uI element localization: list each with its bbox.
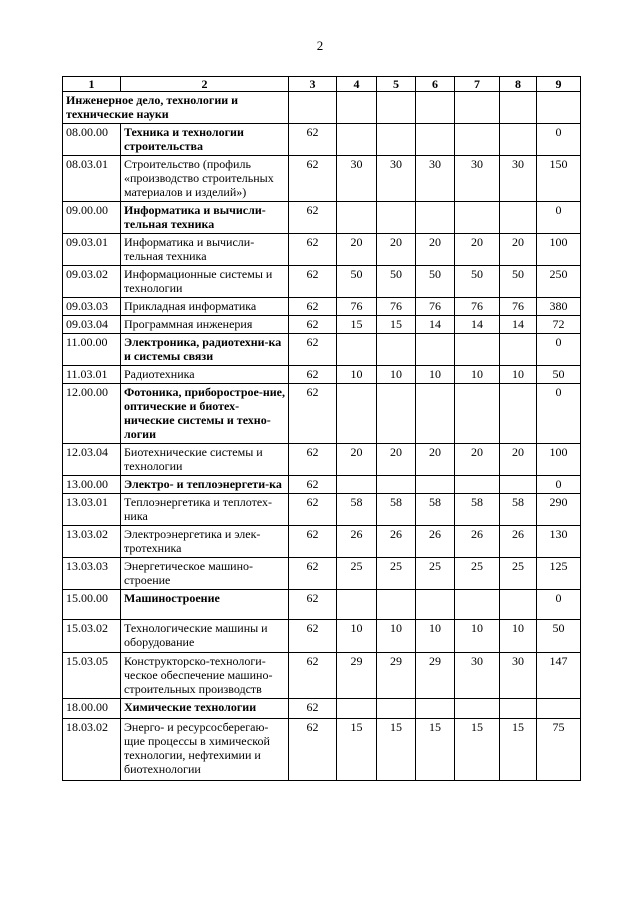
col4-cell: 76 xyxy=(337,298,377,316)
col7-cell xyxy=(455,202,500,234)
group-row xyxy=(63,334,581,366)
col9-cell: 72 xyxy=(537,316,581,334)
section-row xyxy=(63,92,581,124)
col5-cell xyxy=(377,202,416,234)
col3-cell: 62 xyxy=(289,366,337,384)
col7-cell xyxy=(455,699,500,719)
col9-cell: 0 xyxy=(537,476,581,494)
col5-cell: 15 xyxy=(377,316,416,334)
col8-cell: 30 xyxy=(500,156,537,202)
col3-cell: 62 xyxy=(289,494,337,526)
name-cell: Программная инженерия xyxy=(121,316,289,334)
code-cell: 18.03.02 xyxy=(63,719,121,781)
col4-cell: 26 xyxy=(337,526,377,558)
group-row xyxy=(63,699,581,719)
name-cell: Информационные системы и технологии xyxy=(121,266,289,298)
table-row xyxy=(63,653,581,699)
section-cell xyxy=(455,92,500,124)
col6-cell xyxy=(416,590,455,620)
col4-cell: 50 xyxy=(337,266,377,298)
col4-cell: 29 xyxy=(337,653,377,699)
col6-cell: 20 xyxy=(416,234,455,266)
header-cell-1: 1 xyxy=(63,77,121,92)
col6-cell: 10 xyxy=(416,366,455,384)
col5-cell: 25 xyxy=(377,558,416,590)
col6-cell: 50 xyxy=(416,266,455,298)
col9-cell: 130 xyxy=(537,526,581,558)
col5-cell xyxy=(377,590,416,620)
col9-cell: 75 xyxy=(537,719,581,781)
col3-cell: 62 xyxy=(289,620,337,653)
header-cell-5: 5 xyxy=(377,77,416,92)
col7-cell: 25 xyxy=(455,558,500,590)
section-cell xyxy=(416,92,455,124)
group-row xyxy=(63,590,581,620)
table-row xyxy=(63,366,581,384)
col5-cell xyxy=(377,124,416,156)
header-cell-2: 2 xyxy=(121,77,289,92)
name-cell: Фотоника, приборострое-ние, оптические и биотех-нические системы и техно-логии xyxy=(121,384,289,444)
code-cell: 15.03.02 xyxy=(63,620,121,653)
code-cell: 18.00.00 xyxy=(63,699,121,719)
code-cell: 13.03.02 xyxy=(63,526,121,558)
col9-cell: 50 xyxy=(537,366,581,384)
col3-cell: 62 xyxy=(289,316,337,334)
col9-cell: 290 xyxy=(537,494,581,526)
col3-cell: 62 xyxy=(289,526,337,558)
col4-cell: 15 xyxy=(337,316,377,334)
col8-cell: 58 xyxy=(500,494,537,526)
col6-cell: 25 xyxy=(416,558,455,590)
code-cell: 09.03.01 xyxy=(63,234,121,266)
col8-cell: 26 xyxy=(500,526,537,558)
col8-cell: 30 xyxy=(500,653,537,699)
col7-cell: 10 xyxy=(455,620,500,653)
code-cell: 11.00.00 xyxy=(63,334,121,366)
col6-cell xyxy=(416,699,455,719)
col7-cell: 26 xyxy=(455,526,500,558)
col6-cell: 29 xyxy=(416,653,455,699)
code-cell: 15.03.05 xyxy=(63,653,121,699)
col4-cell xyxy=(337,590,377,620)
col8-cell: 25 xyxy=(500,558,537,590)
col9-cell: 0 xyxy=(537,202,581,234)
col4-cell xyxy=(337,334,377,366)
col5-cell: 76 xyxy=(377,298,416,316)
col9-cell: 147 xyxy=(537,653,581,699)
header-cell-9: 9 xyxy=(537,77,581,92)
col5-cell: 58 xyxy=(377,494,416,526)
col8-cell: 50 xyxy=(500,266,537,298)
name-cell: Технологические машины и оборудование xyxy=(121,620,289,653)
col8-cell: 20 xyxy=(500,444,537,476)
name-cell: Энерго- и ресурсосберегаю-щие процессы в химической технологии, нефтехимии и биотехнологии xyxy=(121,719,289,781)
col3-cell: 62 xyxy=(289,558,337,590)
col3-cell: 62 xyxy=(289,444,337,476)
col7-cell: 14 xyxy=(455,316,500,334)
code-cell: 09.03.03 xyxy=(63,298,121,316)
col8-cell xyxy=(500,124,537,156)
col7-cell xyxy=(455,334,500,366)
header-row xyxy=(63,77,581,92)
col7-cell: 50 xyxy=(455,266,500,298)
col3-cell: 62 xyxy=(289,266,337,298)
name-cell: Теплоэнергетика и теплотех-ника xyxy=(121,494,289,526)
code-cell: 09.03.04 xyxy=(63,316,121,334)
group-row xyxy=(63,124,581,156)
table-row xyxy=(63,719,581,781)
col4-cell xyxy=(337,476,377,494)
col7-cell: 58 xyxy=(455,494,500,526)
name-cell: Строительство (профиль «производство строительных материалов и изделий») xyxy=(121,156,289,202)
code-cell: 12.03.04 xyxy=(63,444,121,476)
col3-cell: 62 xyxy=(289,653,337,699)
table-row xyxy=(63,316,581,334)
section-cell xyxy=(337,92,377,124)
col7-cell: 30 xyxy=(455,156,500,202)
col6-cell xyxy=(416,202,455,234)
code-cell: 08.03.01 xyxy=(63,156,121,202)
col6-cell: 10 xyxy=(416,620,455,653)
section-cell xyxy=(500,92,537,124)
col4-cell xyxy=(337,202,377,234)
table-row xyxy=(63,558,581,590)
col8-cell: 14 xyxy=(500,316,537,334)
col4-cell: 10 xyxy=(337,366,377,384)
code-cell: 12.00.00 xyxy=(63,384,121,444)
col5-cell: 20 xyxy=(377,444,416,476)
group-row xyxy=(63,202,581,234)
col8-cell xyxy=(500,384,537,444)
col3-cell: 62 xyxy=(289,476,337,494)
col9-cell: 125 xyxy=(537,558,581,590)
col7-cell xyxy=(455,124,500,156)
col3-cell: 62 xyxy=(289,202,337,234)
col6-cell: 15 xyxy=(416,719,455,781)
col9-cell xyxy=(537,699,581,719)
col5-cell: 10 xyxy=(377,366,416,384)
name-cell: Информатика и вычисли-тельная техника xyxy=(121,234,289,266)
col6-cell: 58 xyxy=(416,494,455,526)
page-number: 2 xyxy=(316,38,324,53)
col5-cell xyxy=(377,334,416,366)
header-cell-6: 6 xyxy=(416,77,455,92)
code-cell: 13.00.00 xyxy=(63,476,121,494)
col9-cell: 0 xyxy=(537,590,581,620)
col3-cell: 62 xyxy=(289,719,337,781)
col6-cell xyxy=(416,384,455,444)
table-row xyxy=(63,298,581,316)
col3-cell: 62 xyxy=(289,234,337,266)
col5-cell: 30 xyxy=(377,156,416,202)
table-row xyxy=(63,444,581,476)
table-row xyxy=(63,156,581,202)
group-row xyxy=(63,476,581,494)
col6-cell xyxy=(416,334,455,366)
col7-cell xyxy=(455,590,500,620)
name-cell: Электроэнергетика и элек-тротехника xyxy=(121,526,289,558)
col4-cell xyxy=(337,384,377,444)
col3-cell: 62 xyxy=(289,298,337,316)
col7-cell: 20 xyxy=(455,234,500,266)
col5-cell: 29 xyxy=(377,653,416,699)
col4-cell: 25 xyxy=(337,558,377,590)
name-cell: Биотехнические системы и технологии xyxy=(121,444,289,476)
col9-cell: 50 xyxy=(537,620,581,653)
group-row xyxy=(63,384,581,444)
code-cell: 15.00.00 xyxy=(63,590,121,620)
quota-table xyxy=(62,76,581,781)
col4-cell: 20 xyxy=(337,234,377,266)
col5-cell xyxy=(377,384,416,444)
header-cell-8: 8 xyxy=(500,77,537,92)
col3-cell: 62 xyxy=(289,590,337,620)
table-row xyxy=(63,494,581,526)
table-row xyxy=(63,620,581,653)
code-cell: 09.00.00 xyxy=(63,202,121,234)
code-cell: 09.03.02 xyxy=(63,266,121,298)
col7-cell xyxy=(455,476,500,494)
section-cell xyxy=(377,92,416,124)
col9-cell: 250 xyxy=(537,266,581,298)
col3-cell: 62 xyxy=(289,124,337,156)
col5-cell: 50 xyxy=(377,266,416,298)
col8-cell xyxy=(500,699,537,719)
col7-cell: 10 xyxy=(455,366,500,384)
header-cell-4: 4 xyxy=(337,77,377,92)
col4-cell: 58 xyxy=(337,494,377,526)
section-cell xyxy=(537,92,581,124)
name-cell: Машиностроение xyxy=(121,590,289,620)
col4-cell xyxy=(337,699,377,719)
col9-cell: 0 xyxy=(537,334,581,366)
col8-cell: 76 xyxy=(500,298,537,316)
table-row xyxy=(63,234,581,266)
code-cell: 11.03.01 xyxy=(63,366,121,384)
table-body xyxy=(63,77,581,781)
col6-cell xyxy=(416,476,455,494)
col3-cell: 62 xyxy=(289,699,337,719)
col5-cell: 10 xyxy=(377,620,416,653)
name-cell: Радиотехника xyxy=(121,366,289,384)
name-cell: Прикладная информатика xyxy=(121,298,289,316)
col8-cell: 10 xyxy=(500,620,537,653)
name-cell: Информатика и вычисли-тельная техника xyxy=(121,202,289,234)
col5-cell: 20 xyxy=(377,234,416,266)
col7-cell: 15 xyxy=(455,719,500,781)
name-cell: Конструкторско-технологи-ческое обеспечение машино-строительных производств xyxy=(121,653,289,699)
col7-cell: 76 xyxy=(455,298,500,316)
col6-cell: 76 xyxy=(416,298,455,316)
col4-cell: 20 xyxy=(337,444,377,476)
col5-cell xyxy=(377,476,416,494)
table-row xyxy=(63,266,581,298)
col8-cell xyxy=(500,590,537,620)
col3-cell: 62 xyxy=(289,384,337,444)
header-cell-3: 3 xyxy=(289,77,337,92)
col3-cell: 62 xyxy=(289,334,337,366)
section-cell xyxy=(289,92,337,124)
col4-cell: 15 xyxy=(337,719,377,781)
col4-cell: 10 xyxy=(337,620,377,653)
section-title: Инженерное дело, технологии и технические науки xyxy=(63,92,289,124)
col7-cell: 20 xyxy=(455,444,500,476)
name-cell: Техника и технологии строительства xyxy=(121,124,289,156)
col5-cell: 15 xyxy=(377,719,416,781)
col4-cell: 30 xyxy=(337,156,377,202)
name-cell: Химические технологии xyxy=(121,699,289,719)
col8-cell: 20 xyxy=(500,234,537,266)
col8-cell: 15 xyxy=(500,719,537,781)
col9-cell: 100 xyxy=(537,444,581,476)
name-cell: Электро- и теплоэнергети-ка xyxy=(121,476,289,494)
col6-cell xyxy=(416,124,455,156)
col9-cell: 380 xyxy=(537,298,581,316)
col8-cell xyxy=(500,476,537,494)
col5-cell xyxy=(377,699,416,719)
col9-cell: 0 xyxy=(537,384,581,444)
col3-cell: 62 xyxy=(289,156,337,202)
col6-cell: 20 xyxy=(416,444,455,476)
col6-cell: 30 xyxy=(416,156,455,202)
col4-cell xyxy=(337,124,377,156)
code-cell: 13.03.01 xyxy=(63,494,121,526)
col8-cell xyxy=(500,334,537,366)
col6-cell: 26 xyxy=(416,526,455,558)
col9-cell: 150 xyxy=(537,156,581,202)
col8-cell: 10 xyxy=(500,366,537,384)
col9-cell: 100 xyxy=(537,234,581,266)
col7-cell xyxy=(455,384,500,444)
col6-cell: 14 xyxy=(416,316,455,334)
name-cell: Энергетическое машино-строение xyxy=(121,558,289,590)
name-cell: Электроника, радиотехни-ка и системы связи xyxy=(121,334,289,366)
code-cell: 08.00.00 xyxy=(63,124,121,156)
col5-cell: 26 xyxy=(377,526,416,558)
col9-cell: 0 xyxy=(537,124,581,156)
table-row xyxy=(63,526,581,558)
col8-cell xyxy=(500,202,537,234)
header-cell-7: 7 xyxy=(455,77,500,92)
code-cell: 13.03.03 xyxy=(63,558,121,590)
col7-cell: 30 xyxy=(455,653,500,699)
